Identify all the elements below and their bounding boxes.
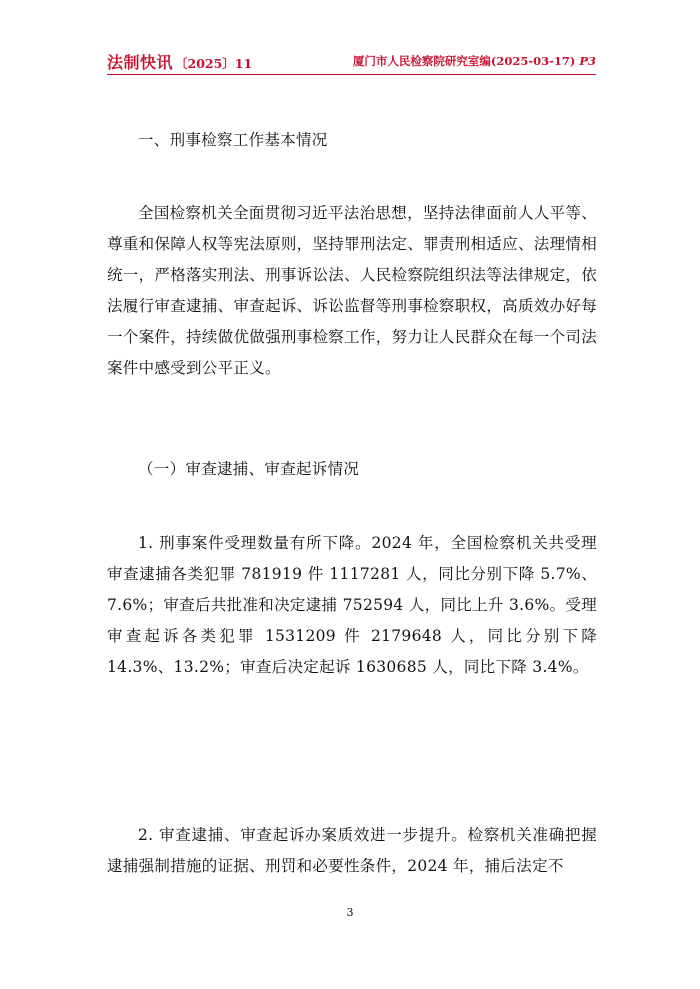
page-number: 3 xyxy=(346,906,354,919)
paragraph-3: 2. 审查逮捕、审查起诉办案质效进一步提升。检察机关准确把握逮捕强制措施的证据、刑罚和必要性条件，2024 年，捕后法定不 xyxy=(107,826,597,875)
paragraph-2: 1. 刑事案件受理数量有所下降。2024 年，全国检察机关共受理审查逮捕各类犯罪 781919 件 1117281 人，同比分别下降 5.7%、7.6%；审查后共批准和决定逮捕 752594 人，同比上升 3.6%。受理审查起诉各类犯罪 1531209 件 2179648 人，同比分别下降 14.3%、13.2%；审查后决定起诉 1630685 人，同比下降 3.4%。 xyxy=(107,534,597,676)
newsletter-brand: 法制快讯 xyxy=(107,53,174,72)
publisher-info: 厦门市人民检察院研究室编(2025-03-17) xyxy=(352,54,576,68)
paragraph-1: 全国检察机关全面贯彻习近平法治思想，坚持法律面前人人平等、尊重和保障人权等宪法原则，坚持罪刑法定、罪责刑相适应、法理情相统一，严格落实刑法、刑事诉讼法、人民检察院组织法等法律规定，依法履行审查逮捕、审查起诉、诉讼监督等刑事检察职权，高质效办好每一个案件，持续做优做强刑事检察工作，努力让人民群众在每一个司法案件中感受到公平正义。 xyxy=(107,204,597,377)
header-right xyxy=(353,53,596,69)
page-header xyxy=(107,50,596,72)
header-left xyxy=(107,50,252,73)
header-page-label: P3 xyxy=(579,54,596,68)
issue-number: 〔2025〕11 xyxy=(175,56,253,71)
section-heading-1: 一、刑事检察工作基本情况 xyxy=(138,131,328,149)
header-rule xyxy=(107,74,596,75)
subsection-heading-1: （一）审查逮捕、审查起诉情况 xyxy=(138,460,360,478)
